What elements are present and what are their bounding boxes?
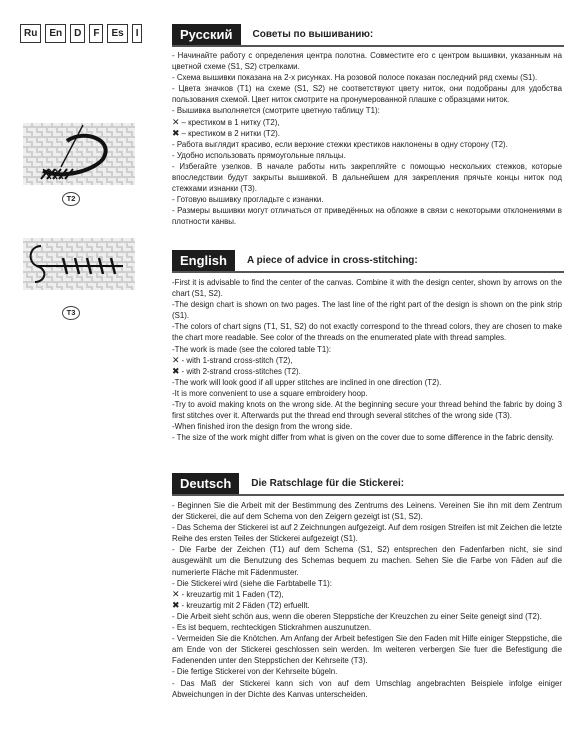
paragraph — [172, 500, 562, 522]
figure-label: T2 — [62, 192, 80, 206]
paragraph — [172, 578, 562, 589]
paragraph — [172, 72, 562, 83]
paragraph — [172, 161, 562, 194]
paragraph — [172, 117, 562, 128]
cross-stitch-illustration — [23, 123, 135, 185]
cross-single-icon: ✕ — [172, 116, 180, 127]
paragraph-text: - Работа выглядит красиво, если верхние стежки крестиков наклонены в одну сторону (T2). — [172, 139, 508, 149]
paragraph-text: - Beginnen Sie die Arbeit mit der Bestimmung des Zentrums des Leinens. Vereinen Sie ihn mit dem Zentrum der Stickerei, die auf dem Schema von den Zeigern gezeigt ist (S1, S2). — [172, 501, 562, 522]
cross-single-icon: ✕ — [172, 354, 180, 365]
paragraph — [172, 83, 562, 105]
thread-securing-illustration — [23, 238, 135, 290]
paragraph-text: -The work will look good if all upper stitches are inclined in one direction (T2). — [172, 377, 442, 387]
section-title-ru: Советы по вышиванию: — [252, 29, 374, 40]
paragraph-text: - kreuzartig mit 1 Faden (T2), — [181, 589, 284, 599]
paragraph-text: - with 2-strand cross-stitches (T2). — [181, 366, 301, 376]
divider — [172, 45, 564, 47]
language-box: D — [70, 24, 85, 43]
paragraph — [172, 344, 562, 355]
paragraph — [172, 128, 562, 139]
paragraph — [172, 388, 562, 399]
paragraph-text: - with 1-strand cross-stitch (T2), — [181, 355, 293, 365]
section-title-de: Die Ratschlage für die Stickerei: — [251, 478, 405, 489]
paragraph — [172, 522, 562, 544]
paragraph — [172, 377, 562, 388]
section-header-en — [172, 250, 418, 271]
paragraph-text: - Die Arbeit sieht schön aus, wenn die oberen Steppstiche der Kreuzchen zu einer Seite geneigt sind (T2). — [172, 611, 542, 621]
language-tag-en: English — [172, 250, 235, 271]
paragraph — [172, 299, 562, 321]
paragraph — [172, 277, 562, 299]
paragraph — [172, 622, 562, 633]
paragraph-text: -It is more convenient to use a square embroidery hoop. — [172, 388, 368, 398]
paragraph — [172, 50, 562, 72]
paragraph — [172, 355, 562, 366]
paragraph-text: - Размеры вышивки могут отличаться от приведённых на обложке в связи с некоторыми отклонениями в плотности канвы. — [172, 206, 562, 227]
paragraph-text: - Die Stickerei wird (siehe die Farbtabelle T1): — [172, 578, 332, 588]
language-box: I — [132, 24, 143, 43]
section-text-en — [172, 277, 562, 443]
language-box: Ru — [20, 24, 41, 43]
language-tag-ru: Русский — [172, 24, 241, 45]
paragraph — [172, 678, 562, 700]
language-selector — [20, 24, 142, 43]
paragraph — [172, 544, 562, 577]
paragraph — [172, 633, 562, 666]
paragraph-text: - Цвета значков (T1) на схеме (S1, S2) не соответствуют цвету ниток, они подобраны для удобства пользования схемой. Цвет ниток смотрите на пронумерованной плашке с образцами ниток. — [172, 84, 562, 105]
paragraph-text: – крестиком в 1 нитку (T2), — [181, 117, 280, 127]
paragraph — [172, 611, 562, 622]
paragraph-text: - Избегайте узелков. В начале работы нить закрепляйте с помощью нескольких стежков, которые впоследствии будут закрыты вышивкой. В дальнейшем для закрепления прячьте концы ниток под стежками изнанки (T3). — [172, 161, 562, 194]
paragraph-text: – крестиком в 2 нитки (T2). — [181, 128, 280, 138]
section-text-de — [172, 500, 562, 700]
paragraph — [172, 205, 562, 227]
paragraph-text: - Готовую вышивку прогладьте с изнанки. — [172, 195, 324, 205]
paragraph — [172, 139, 562, 150]
language-box: Es — [107, 24, 127, 43]
paragraph-text: - Es ist bequem, rechteckigen Stickrahmen auszunutzen. — [172, 623, 372, 633]
cross-double-icon: ✖ — [172, 599, 180, 610]
paragraph-text: -The design chart is shown on two pages. The last line of the right part of the design is shown on the pink strip (S1). — [172, 300, 562, 321]
language-box: En — [45, 24, 66, 43]
paragraph-text: -The colors of chart signs (T1, S1, S2) do not exactly correspond to the thread colors, they are chosen to make the chart more readable. See color of the threads on the enumerated plate with thread samples. — [172, 322, 562, 343]
section-header-ru — [172, 24, 373, 45]
paragraph — [172, 150, 562, 161]
paragraph-text: - Das Maß der Stickerei kann sich von auf dem Umschlag angebrachten Beispiele infolge einiger Abweichungen in der Dichte des Kanvas unterscheiden. — [172, 678, 562, 699]
paragraph — [172, 589, 562, 600]
paragraph-text: - kreuzartig mit 2 Fäden (T2) erfuellt. — [181, 600, 310, 610]
section-text-ru — [172, 50, 562, 228]
paragraph — [172, 666, 562, 677]
section-header-de — [172, 473, 404, 494]
paragraph-text: -Try to avoid making knots on the wrong side. At the beginning secure your thread behind the fabric by doing 3 first stitches over it. Afterwards put the thread end through several stitches of the wrong side (T3). — [172, 400, 562, 421]
paragraph — [172, 105, 562, 116]
paragraph-text: - Die fertige Stickerei von der Kehrseite bügeln. — [172, 667, 338, 677]
paragraph-text: - Das Schema der Stickerei ist auf 2 Zeichnungen aufgezeigt. Auf dem rosigen Streifen ist mit Zeichen die letzte Reihe des ersten Teiles der Stickerei aufgezeigt (S1). — [172, 523, 562, 544]
paragraph — [172, 399, 562, 421]
figure-label: T3 — [62, 306, 80, 320]
paragraph-text: - Схема вышивки показана на 2-х рисунках. На розовой полосе показан последний ряд схемы (S1). — [172, 73, 538, 83]
paragraph — [172, 421, 562, 432]
paragraph-text: - Die Farbe der Zeichen (T1) auf dem Schema (S1, S2) entsprechen den Fadenfarben nicht, sie sind ausgewählt um die Benutzung des Schemas bequem zu machen. Sehen Sie die Farbe von Fäden auf die numerierte Fläche mit Fädenmuster. — [172, 545, 562, 577]
paragraph — [172, 432, 562, 443]
paragraph-text: -The work is made (see the colored table T1): — [172, 344, 332, 354]
language-tag-de: Deutsch — [172, 473, 239, 494]
paragraph — [172, 194, 562, 205]
paragraph-text: - Vermeiden Sie die Knötchen. Am Anfang der Arbeit befestigen Sie den Faden mit Hilfe einiger Steppstiche, die am Ende von der Stickerei geschlossen sein werden. Im weiteren verbergen Sie fuer die Befestigung die Fadenenden unter den Steppstichen der Kehrseite (T3). — [172, 634, 562, 666]
cross-double-icon: ✖ — [172, 127, 180, 138]
language-box: F — [89, 24, 103, 43]
divider — [172, 494, 564, 496]
paragraph-text: - Вышивка выполняется (смотрите цветную таблицу T1): — [172, 106, 380, 116]
paragraph-text: - The size of the work might differ from what is given on the cover due to some difference in the fabric density. — [172, 433, 554, 443]
paragraph-text: -First it is advisable to find the center of the canvas. Combine it with the design center, shown by arrows on the chart (S1, S2). — [172, 278, 562, 299]
cross-single-icon: ✕ — [172, 588, 180, 599]
paragraph-text: - Удобно использовать прямоугольные пяльцы. — [172, 150, 346, 160]
paragraph — [172, 366, 562, 377]
section-title-en: A piece of advice in cross-stitching: — [246, 255, 418, 266]
divider — [172, 271, 564, 273]
paragraph-text: - Начинайте работу с определения центра полотна. Совместите его с центром вышивки, указанным на цветной схеме (S1, S2) стрелками. — [172, 51, 562, 72]
paragraph-text: -When finished iron the design from the wrong side. — [172, 422, 353, 432]
cross-double-icon: ✖ — [172, 365, 180, 376]
paragraph — [172, 600, 562, 611]
paragraph — [172, 321, 562, 343]
